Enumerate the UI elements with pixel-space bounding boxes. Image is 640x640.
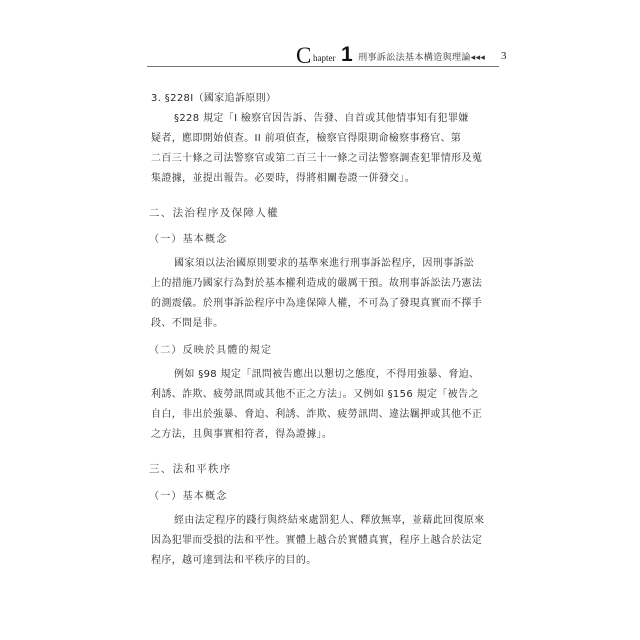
part-2-para-1-line-1: 國家須以法治國原則要求的基準來進行刑事訴訟程序，因刑事訴訟 bbox=[174, 258, 475, 269]
chapter-title: 刑事訴訟法基本構造與理論◂◂◂ bbox=[358, 52, 486, 63]
section-3-line-2: 疑者，應即開始偵查。II 前項偵查，檢察官得限期命檢察事務官、第 bbox=[151, 133, 462, 144]
section-3-line-1: §228 規定「I 檢察官因告訴、告發、自首或其他情事知有犯罪嫌 bbox=[174, 113, 469, 124]
part-2-para-2-line-2: 利誘、詐欺、疲勞訊問或其他不正之方法」。又例如 §156 規定「被告之 bbox=[151, 389, 479, 400]
section-3-title: 3. §228I（國家追訴原則） bbox=[151, 93, 277, 104]
part-2-para-1-line-4: 段、不問是非。 bbox=[151, 318, 224, 329]
part-2-subheading-1: （一）基本概念 bbox=[149, 234, 228, 245]
chapter-header bbox=[296, 44, 512, 68]
part-2-para-1-line-3: 的測震儀。於刑事訴訟程序中為達保障人權，不可為了發現真實而不擇手 bbox=[151, 298, 483, 309]
part-3-subheading-1: （一）基本概念 bbox=[149, 491, 228, 502]
part-3-heading: 三、法和平秩序 bbox=[149, 463, 232, 475]
part-2-para-1-line-2: 上的措施乃國家行為對於基本權利造成的嚴厲干預。故刑事訴訟法乃憲法 bbox=[151, 278, 483, 289]
part-3-para-1-line-1: 經由法定程序的踐行與終結來處罰犯人、釋放無辜，並藉此回復原來 bbox=[174, 515, 485, 526]
part-3-para-1-line-2: 因為犯罪而受損的法和平性。實體上越合於實體真實，程序上越合於法定 bbox=[151, 535, 483, 546]
page-number: 3 bbox=[501, 50, 507, 62]
part-2-para-2-line-1: 例如 §98 規定「訊問被告應出以懇切之態度，不得用強暴、脅迫、 bbox=[174, 369, 480, 380]
chapter-initial: C bbox=[296, 43, 312, 68]
part-2-para-2-line-4: 之方法，且與事實相符者，得為證據」。 bbox=[151, 429, 333, 440]
part-3-para-1-line-3: 程序，越可達到法和平秩序的目的。 bbox=[151, 555, 317, 566]
part-2-para-2-line-3: 自白，非出於強暴、脅迫、利誘、詐欺、疲勞訊問、違法羈押或其他不正 bbox=[151, 409, 483, 420]
part-2-heading: 二、法治程序及保障人權 bbox=[149, 207, 279, 219]
header-divider bbox=[147, 66, 499, 67]
section-3-line-4: 集證據，並提出報告。必要時，得將相關卷證一併發交」。 bbox=[151, 173, 416, 184]
part-2-subheading-2: （二）反映於具體的規定 bbox=[149, 345, 273, 356]
chapter-number: 1 bbox=[341, 43, 353, 66]
section-3-line-3: 二百三十條之司法警察官或第二百三十一條之司法警察調查犯罪情形及蒐 bbox=[151, 153, 483, 164]
chapter-word: hapter bbox=[313, 53, 336, 63]
